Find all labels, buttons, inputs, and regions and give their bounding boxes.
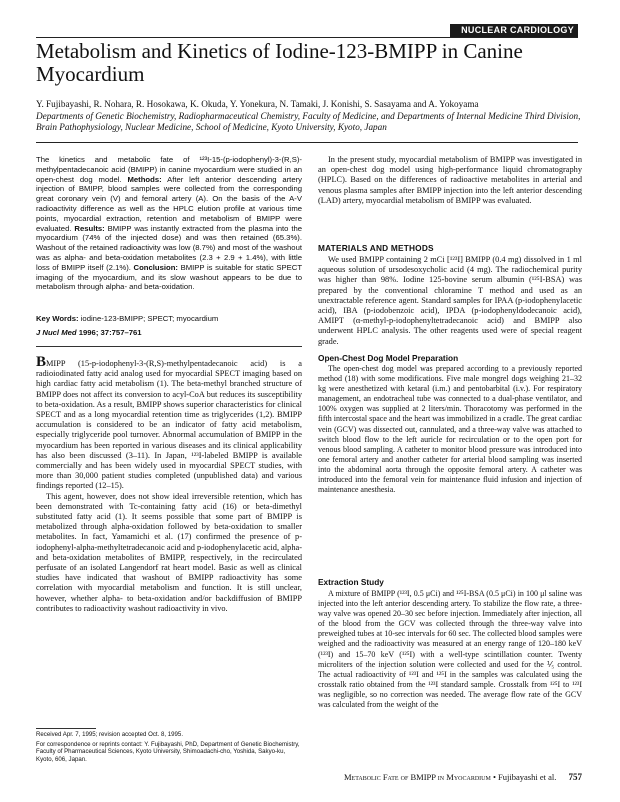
footnotes xyxy=(36,731,302,765)
keywords-text: iodine-123-BMIPP; SPECT; myocardium xyxy=(80,314,219,323)
running-footer xyxy=(300,772,582,782)
open-chest-heading: Open-Chest Dog Model Preparation xyxy=(318,353,459,363)
header-divider xyxy=(36,142,578,143)
keywords xyxy=(36,314,302,324)
extraction-heading: Extraction Study xyxy=(318,577,384,587)
intro-paragraph-2: This agent, however, does not show ideal irreversible retention, which has been demonstrated with Tc-containing fatty acid (16) or beta-dimethyl substituted fatty acid (1). It seems possible that some part of BMIPP is metabolized through alpha-oxidation followed by beta-oxidation to smaller metabolites. In fact, Yamamichi et al. (17) confirmed the presence of p-iodophenyl-alpha-methyltetradecanoic acid and p-iodophenylacetic acid, alpha- and beta-oxidation metabolites of BMIPP, respectively, in the recirculated perfusate of an isolated Langendorf rat heart model. Basic as well as clinical studies have indicated that washout of BMIPP radioactivity has some correlation with myocardial metabolism and function. It is still unclear, however, whether alpha- to beta-oxidation and/or backdiffusion of BMIPP contributes to radioactivity washout radioactivity in vivo. xyxy=(36,491,302,613)
intro-paragraph-1: BMIPP (15-p-iodophenyl-3-(R,S)-methylpentadecanoic acid) is a radioiodinated fatty acid analog used for myocardial SPECT imaging based on high cardiac fatty acid metabolism (1). The beta-methyl branched structure of BMIPP does not affect its conversion to acyl-CoA but reduces its susceptibility to beta-oxidation. As a result, BMIPP shows superior characteristics for clinical SPECT and as a long myocardial retention time as triglycerides (1,2). BMIPP accumulation is considered to be an indicator of fatty acid metabolism, especially triglyceride pool turnover. Abnormal accumulation of BMIPP in the myocardium has been reported in various diseases and its clinical applicability has also been discussed (3–11). In Japan, ¹²³I-labeled BMIPP is available commercially and has been widely used in myocardial SPECT studies, with more than 30,000 patient studies completed (unpublished data) and various findings reported (12–15). xyxy=(36,354,302,491)
author-list: Y. Fujibayashi, R. Nohara, R. Hosokawa, K. Okuda, Y. Yonekura, N. Tamaki, J. Konishi, S. Sasayama and A. Yokoyama xyxy=(36,99,479,109)
materials-heading: MATERIALS AND METHODS xyxy=(318,243,434,253)
running-title: Metabolic Fate of BMIPP in Myocardium xyxy=(343,772,491,782)
page-number: 757 xyxy=(568,772,582,782)
citation-volume: 1996; 37:757–761 xyxy=(78,328,142,337)
footnote-rule xyxy=(36,728,96,729)
affiliation: Departments of Genetic Biochemistry, Radiopharmaceutical Chemistry, Faculty of Medicine, and Departments of Internal Medicine Third Division, Brain Pathophysiology, Nuclear Medicine, School of Medicine, Kyoto University, Kyoto, Japan xyxy=(36,111,581,132)
citation-journal: J Nucl Med xyxy=(36,328,77,337)
intro-right-paragraph: In the present study, myocardial metabolism of BMIPP was investigated in an open-chest dog model using high-performance liquid chromatography (HPLC). Based on the differences of radioactive metabolites in arterial and venous plasma samples after BMIPP injection into the left anterior descending (LAD) artery, myocardial metabolism of BMIPP was evaluated. xyxy=(318,155,582,205)
running-authors: • Fujibayashi et al. xyxy=(492,772,557,782)
section-banner: NUCLEAR CARDIOLOGY xyxy=(450,24,578,37)
abstract xyxy=(36,155,302,292)
extraction-section: A mixture of BMIPP (¹²³I, 0.5 μCi) and ¹²⁵I-BSA (0.5 μCi) in 100 μl saline was injected into the left anterior descending artery. To stabilize the flow rate, a three-way valve was opened 20–30 sec before injection. Immediately after injection, all of the blood from the GCV was collected through the three-way valve into preweighed tubes at 10-sec intervals for 60 sec. The collected blood samples were weighed and the radioactivity was measured at an energy range of 120–180 keV (¹²³I) and 15–70 keV (¹²⁵I) with a well-type scintillation counter. Twenty microliters of the injection solution were collected and used for the ⅟₅ control. The actual radioactivity of ¹²³I and ¹²⁵I in the samples was calculated using the crosstalk ratio obtained from the ¹²³I standard sample. Crosstalk from ¹²⁵I to ¹²³I was negligible, so no correction was needed. The average flow rate of the GCV was calculated from the weight of the xyxy=(318,589,582,710)
abstract-methods: After left anterior descending artery injection of BMIPP, blood samples were collected from the corresponding great coronary vein (V) and femoral artery (A). On the basis of the A-V radioactivity difference as well as the HPLC elution profile at various time points, myocardial extraction, retention and metabolism of BMIPP were evaluated. xyxy=(36,174,303,233)
abstract-conclusion: BMIPP is suitable for static SPECT imaging of the myocardium, and its slow washout appears to be due to metabolism through alpha- and beta-oxidation. xyxy=(36,262,303,292)
abstract-results-label: Results: xyxy=(74,223,105,233)
open-chest-section: The open-chest dog model was prepared according to a previously reported method (18) with some modifications. Five male mongrel dogs weighing 21–32 kg were anesthetized with ketaral (i.m.) and pentobarbital (i.v.). For respiratory management, an endotracheal tube was connected to a dual-phase ventilator, and 100% oxygen was supplied at 2 liters/min. Thoracotomy was performed in the fifth intercostal space and the heart was immobilized in a cradle. The great cardiac vein (GCV) was dissected out, cannulated, and a three-way valve was attached to switch blood flow to the left auricle for recirculation or to the open port for venous blood sampling. A catheter to monitor blood pressure was introduced into one femoral artery and another catheter for arterial blood sampling was inserted into the abdominal aorta through the opposite femoral artery. A catheter was introduced into the femoral vein for maintenance fluid infusion and injection of maintenance anesthesia. xyxy=(318,364,582,495)
citation xyxy=(36,328,302,338)
intro-left-column xyxy=(36,354,302,614)
abstract-rule xyxy=(36,346,302,347)
abstract-results: BMIPP was instantly extracted from the plasma into the myocardium (74% of the injected dose) and was then retained (65.3%). Washout of the retained radioactivity was low (8.7%) and most of the washout was as alpha- and beta-oxidation metabolites (2.3 + 2.9 + 1.4%), with little loss of BMIPP itself (2.1%). xyxy=(36,223,303,272)
abstract-intro: The kinetics and metabolic fate of ¹²³I-15-(p-iodophenyl)-3-(R,S)-methylpentadecanoic acid (BMIPP) in canine myocardium were studied in an open-chest dog model. xyxy=(36,155,302,184)
footnote-received: Received Apr. 7, 1995; revision accepted Oct. 8, 1995. xyxy=(36,731,184,738)
keywords-label: Key Words: xyxy=(36,314,79,323)
header-rule xyxy=(36,37,578,38)
abstract-methods-label: Methods: xyxy=(127,174,162,184)
article-title: Metabolism and Kinetics of Iodine-123-BMIPP in Canine Myocardium xyxy=(36,39,523,86)
abstract-conclusion-label: Conclusion: xyxy=(133,262,178,272)
drop-cap: B xyxy=(36,354,47,370)
footnote-correspondence: For correspondence or reprints contact: Y. Fujibayashi, PhD, Department of Genetic Biochemistry, Faculty of Pharmaceutical Sciences, Kyoto University, Shimoadachi-cho, Yoshida, Sakyo-ku, Kyoto, 606, Japan. xyxy=(36,740,300,763)
materials-section: We used BMIPP containing 2 mCi [¹²³I] BMIPP (0.4 mg) dissolved in 1 ml aqueous solution of ursodesoxycholic acid (4 mg). The radiochemical purity was higher than 98%. Iodine 125-bovine serum albumin (¹²⁵I-BSA) was prepared by the conventional chloramine T method and used as an unextractable reference agent. Standard samples for IPAA (p-iodophenylacetic acid), IBA (p-iodobenzoic acid), IPDA (p-iodophenyldodecanoic acid), AMIPT (α-methyl-p-iodophenyltetradecanoic acid) and BMIPP also underwent HPLC analysis. The other reagents used were of special reagent grade. xyxy=(318,255,582,346)
